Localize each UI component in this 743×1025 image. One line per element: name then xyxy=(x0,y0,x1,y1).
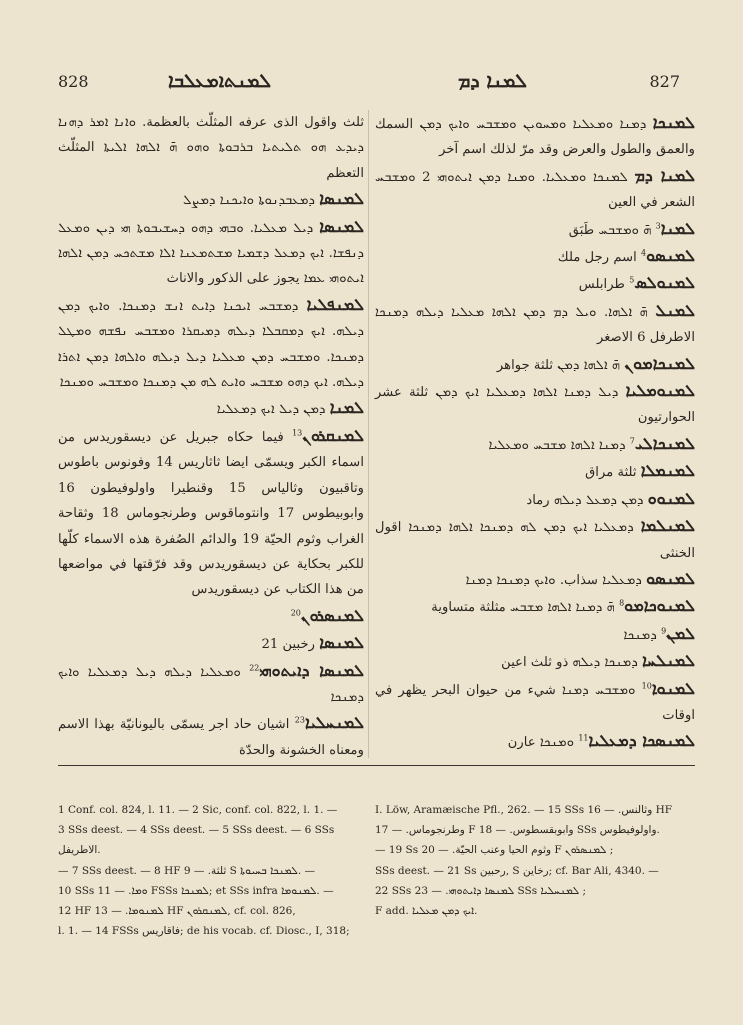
dictionary-entry xyxy=(58,710,364,763)
footnote-marker: 7 xyxy=(629,436,635,446)
dictionary-entry xyxy=(375,486,695,513)
entry-text: ܕܡܢܟܐ xyxy=(623,627,657,643)
footnote-marker: 11 xyxy=(578,733,589,743)
dictionary-entry xyxy=(58,630,364,657)
entry-text: ܕܡܥܒܕܢܘܬܐ ܘܐܝܟܢܐ ܕܡܨܠ xyxy=(182,193,316,209)
entry-lemma: ܠܡܢܦܠܝܐ xyxy=(306,294,364,314)
dictionary-entry xyxy=(375,270,695,297)
footnote-line: — 19 Ss وثوم الحيا وعنب الحيّة. — 20 F ܠܡܢܣܪܘܢ ; xyxy=(375,844,614,857)
entry-lemma: ܠܡܢܣܟܐ ܕܡܥܠܝܐ xyxy=(588,731,695,751)
entry-text: ܕܝܠ ܕܡܢܐ ܐܠܗܐ ܕܡܥܠܝܐ ܐܝܟ ܕܡܢ ثلثة عشر الحوارتيون xyxy=(375,385,695,426)
entry-lemma: ܠܡܢܚܠܝܐ xyxy=(304,713,364,733)
footnote-line: 12 HF ܠܡܢܘܡܐ. — 13 HF ܠܡܢܩܪܘܢ, cf. col. 826, xyxy=(58,905,296,918)
entry-text: ܘܡܥܠܝܐ ܕܝܠܗ ܕܝܠ ܕܡܥܠܝܐ ܘܐܝܟ ܕܡܢܟܐ xyxy=(58,664,364,705)
footnote-line: — 7 SSs deest. — 8 HF ثلثة. — 9 S ܠܡܢܟܐ ܒܚܝܘܬܐ. — xyxy=(58,864,316,877)
entry-text: ܠܡܢܟܐ ܘܡܥܠܝܐ. ܘܡܢܐ ܕܡܢ ܐܝܬܘܗܝ 2 ܘܡܫܒܚ الشعر في العين xyxy=(375,169,695,211)
left-footnotes xyxy=(58,800,356,941)
left-header-word: ܠܡܢܬܐܡܥܠܒܐ xyxy=(168,70,272,92)
dictionary-entry xyxy=(375,378,695,431)
dictionary-entry xyxy=(58,395,364,422)
entry-lemma: ܠܡܢܣܐ xyxy=(319,189,364,209)
dictionary-entry xyxy=(375,163,695,216)
dictionary-entry xyxy=(58,110,364,186)
entry-lemma: ܠܡܢܐ xyxy=(329,398,364,418)
entry-text: ܗ̄ ܕܡܢܐ ܐܠܗܐ ܡܫܒܚ مثلثة متساوية xyxy=(431,600,615,616)
entry-text: ܕܡܢ ܕܡܥܠ ܕܝܠܗ رماد xyxy=(526,492,644,508)
entry-text: ܕܡܢܟܐ ܕܝܠܗ ذو ثلث اعين xyxy=(501,655,638,671)
entry-text: ܕܡܥܠܝܐ سذاب. ܘܐܝܟ ܕܡܢܟܐ ܕܡܢܐ xyxy=(465,572,642,588)
dictionary-entry xyxy=(375,243,695,270)
entry-lemma: ܠܡܢܘܡܠܝܐ xyxy=(625,381,695,401)
dictionary-entry xyxy=(375,216,695,243)
left-page-number: 828 xyxy=(58,72,89,91)
entry-lemma: ܠܡܢܡܠܐ xyxy=(640,461,695,481)
entry-lemma: ܠܡܢܟܐܠܝ xyxy=(634,433,695,453)
dictionary-entry xyxy=(375,648,695,675)
dictionary-entry xyxy=(375,513,695,566)
entry-text: اسم رجل ملك xyxy=(557,250,637,266)
entry-text: ܕܡܫܒܚ ܐܝܟܢܐ ܕܐܝܬ ܐܢܫ ܕܡܢܟܐ. ܘܐܝܟ ܕܡܢ ܕܝܠܗ. ܐܝܟ ܕܡܩܒܠܐ ܕܝܠܗ ܕܡܝܩܪܐ ܘܡܫܒܚ ܢܦܫܗ ܘܡܛܠ ܕܡܢܟܐ. ܘܡܫܒܚ ܕܡܢ ܡܥܠܝܐ ܕܝܠ ܕܝܠܗ ܘܐܠܗܐ ܕܡܢ ܐܬܪܐ ܕܝܠܗ. ܐܝܟ ܕܗܘ ܡܫܒܚ ܘܐܝܬ ܠܗ ܡܢ ܕܡܢܟܐ ܘܡܫܒܚ ܘܡܢܟܐ xyxy=(58,298,364,391)
entry-lemma: ܠܡܢܣܐ ܕܐܝܬܘܗܝ xyxy=(259,660,364,680)
entry-lemma: ܠܡܢܣܪܘܢ xyxy=(300,605,364,625)
dictionary-entry xyxy=(375,676,695,729)
entry-text: ثلث واقول الذى عرفه المثلّث بالعظمة. ܘܐܢܐ ܐܡܪ ܕܗܢܐ ܕܝܕܥ ܗܘ ܬܠܝܬܝܐ ܒܪܒܘܬܐ ܘܗܘ ܗ̄ ܐܠܗܐ ܐܠܝܬܐ المثلّث التعظم xyxy=(58,115,364,181)
entry-text: ܗ̄ ܘܡܫܒܚ طَبَق xyxy=(568,222,652,238)
dictionary-entry xyxy=(375,621,695,648)
entry-lemma: ܠܡܢܣܘ xyxy=(646,568,695,588)
dictionary-entry xyxy=(58,603,364,630)
entry-text: ܕܡܢܐ ܘܡܥܠܝܐ ܘܡܚܘܝܢ ܘܡܫܒܚ ܘܐܝܟ ܕܡܢ السمك والعمق والطول والعرض وقد مرّ لذلك اسم آخر xyxy=(375,117,695,158)
dictionary-entry xyxy=(58,214,364,292)
left-column xyxy=(58,110,364,763)
dictionary-entry xyxy=(58,658,364,711)
dictionary-entry xyxy=(375,593,695,620)
dictionary-entry xyxy=(375,728,695,755)
dictionary-entry xyxy=(375,298,695,351)
entry-lemma: ܠܡܢܣܐ xyxy=(319,216,364,236)
footnote-line: 1 Conf. col. 824, l. 11. — 2 Sic, conf. col. 822, l. 1. — xyxy=(58,804,338,816)
footnote-marker: 10 xyxy=(641,681,652,691)
entry-text: اشيان حاد اجر يسمّى باليونانيّة بهذا الاسم ومعناه الخشونة والحدّة xyxy=(58,717,364,758)
entry-lemma: ܠܡܢܐ ܕܡ xyxy=(634,165,695,185)
footnote-line: l. 1. — 14 FSSs فاقاريس; de his vocab. cf. Diosc., I, 318; xyxy=(58,925,350,938)
entry-lemma: ܠܡܢܠܚܐ xyxy=(642,651,695,671)
footnote-marker: 5 xyxy=(629,276,635,286)
entry-text: طرابلس xyxy=(578,277,625,293)
entry-lemma: ܠܡܢܘܠܣ xyxy=(634,273,695,293)
right-column xyxy=(375,110,695,756)
footnote-marker: 22 xyxy=(249,663,260,673)
entry-text: ܘܡܢܟܐ عارن xyxy=(507,735,575,751)
footnote-marker: 9 xyxy=(661,626,667,636)
dictionary-entry xyxy=(375,566,695,593)
dictionary-entry xyxy=(58,186,364,213)
entry-text: ܕܡܢܐ ܐܠܗܐ ܡܫܒܚ ܘܡܥܠܝܐ xyxy=(488,437,626,453)
entry-text: ܕܝܠ ܡܥܠܝܐ. ܘܒܗܝ ܕܗܘ ܕܚܫܝܒܘܬܐ ܗܝ ܕܝܢ ܘܡܥܠ ܕܢܦܫܐ. ܐܝܟ ܕܡܥܠ ܕܫܡܝܐ ܡܫܬܡܥܢܐ ܐܠܐ ܡܫܬܟܚ ܕܡܢ ܐܠܗܐ ܐܝܬܘܗܝ ܥܡܐ يجوز على الذكور والاناث xyxy=(58,220,364,287)
dictionary-entry xyxy=(375,431,695,458)
entry-lemma: ܠܡܢܩܪܘܢ xyxy=(302,425,364,445)
entry-lemma: ܠܡܢܟܐ xyxy=(652,113,695,132)
footnote-marker: 8 xyxy=(619,598,625,608)
footnote-line: 3 SSs deest. — 4 SSs deest. — 5 SSs deest. — 6 SSs الاطريفل. xyxy=(58,824,335,857)
entry-lemma: ܠܡܢܘܘ xyxy=(647,488,695,508)
right-footnotes xyxy=(375,800,695,921)
footnote-line: SSs deest. — 21 Ss رحبين, S رخاين; cf. Bar Ali, 4340. — xyxy=(375,864,659,877)
right-page-number: 827 xyxy=(649,72,680,91)
entry-lemma: ܠܡܢ xyxy=(666,623,695,643)
entry-lemma: ܠܡܢܘܐ xyxy=(651,678,695,698)
entry-lemma: ܠܡܢܠܡܐ xyxy=(640,516,695,536)
footnote-line: I. Löw, Aramæische Pfl., 262. — 15 SSs وثالنس. — 16 HF xyxy=(375,804,673,816)
footnote-marker: 23 xyxy=(294,715,305,725)
entry-text: ܗ̄ ܐܠܗܐ ܕܡܢ ثلثة جواهر xyxy=(496,357,621,373)
dictionary-entry xyxy=(375,351,695,378)
entry-text: فيما حكاه جبريل عن ديسقوريدس من اسماء الكبر ويسمّى ايضا ثاثاريس 14 وفونوس باطوس وتاقبيون وثالياس 15 وقنطيرا واولوفيطون 16 وابوبيطوس 17 وانتوماقوس وطرنجوماس 18 وثقاحة الغراب وثوم الحيّة 19 والدائم الصُفرة هذه الاسماء كلّها للكبر بحكاية عن ديسقوريدس وقد فرّقتها في مواضعها من هذا الكتاب عن ديسقوريدس xyxy=(58,429,364,598)
column-divider xyxy=(368,110,369,758)
dictionary-entry xyxy=(375,110,695,163)
footnote-line: F add. ܐܝܟ ܕܡܢ ܡܥܠܝܐ. xyxy=(375,905,478,918)
entry-text: ܕܡܢ ܕܝܠ ܐܝܟ ܕܡܥܠܝܐ xyxy=(216,402,326,418)
dictionary-entry xyxy=(58,292,364,396)
entry-text: ܕܡܥܠܝܐ ܐܝܟ ܕܡܢ ܠܗ ܕܡܢܟܐ ܐܠܗܐ ܕܡܢܟܐ اقول الخنثى xyxy=(375,520,695,561)
footnote-line: 10 SSs ܘܡܐ. — 11 FSSs ܠܡܢܟܐ; et SSs infra ܠܡܢܘܡܐ. — xyxy=(58,884,334,897)
dictionary-entry xyxy=(375,458,695,485)
footnote-marker: 4 xyxy=(641,248,647,258)
entry-text: ثلثة مراق xyxy=(585,465,637,481)
entry-lemma: ܠܡܢܣܐ xyxy=(319,633,364,653)
footnote-marker: 13 xyxy=(292,428,303,438)
footnote-line: وطرنجوماس. — 17 F وابوبقسطوس. — 18 SSs واولوفيطوس. xyxy=(375,824,660,837)
footnote-marker: 20 xyxy=(290,608,301,618)
footnote-marker: 3 xyxy=(655,221,661,231)
entry-lemma: ܠܡܢܠ xyxy=(655,300,695,320)
footnote-rule xyxy=(58,765,695,766)
entry-lemma: ܠܡܢܣܘ xyxy=(646,246,695,266)
entry-text: رخبين 21 xyxy=(261,637,316,653)
entry-lemma: ܠܡܢܐ xyxy=(660,218,695,238)
dictionary-entry xyxy=(58,423,364,603)
entry-lemma: ܠܡܢܘܟܐܡܘ xyxy=(624,596,695,616)
entry-lemma: ܠܡܢܟܐܡܘܢ xyxy=(624,353,695,373)
entry-text: ܗ̄ ܐܠܗܐ. ܘܝܠ ܕܡ ܕܡܢ ܐܠܗܐ ܡܥܠܝܐ ܕܝܠܗ ܕܡܢܟܐ الاطرفل 6 الاصغر xyxy=(375,304,695,346)
right-header-word: ܠܡܢܐ ܕܡ xyxy=(458,70,527,92)
entry-text: ܘܡܫܒܚ ܕܡܢܐ شيء من حيوان البحر يظهر في اوقات xyxy=(375,682,695,723)
footnote-line: 22 SSs ܠܡܢܣܐ ܕܐܝܬܘܗܝ. — 23 SSs ܠܡܢܚܠܝܐ ; xyxy=(375,884,587,897)
